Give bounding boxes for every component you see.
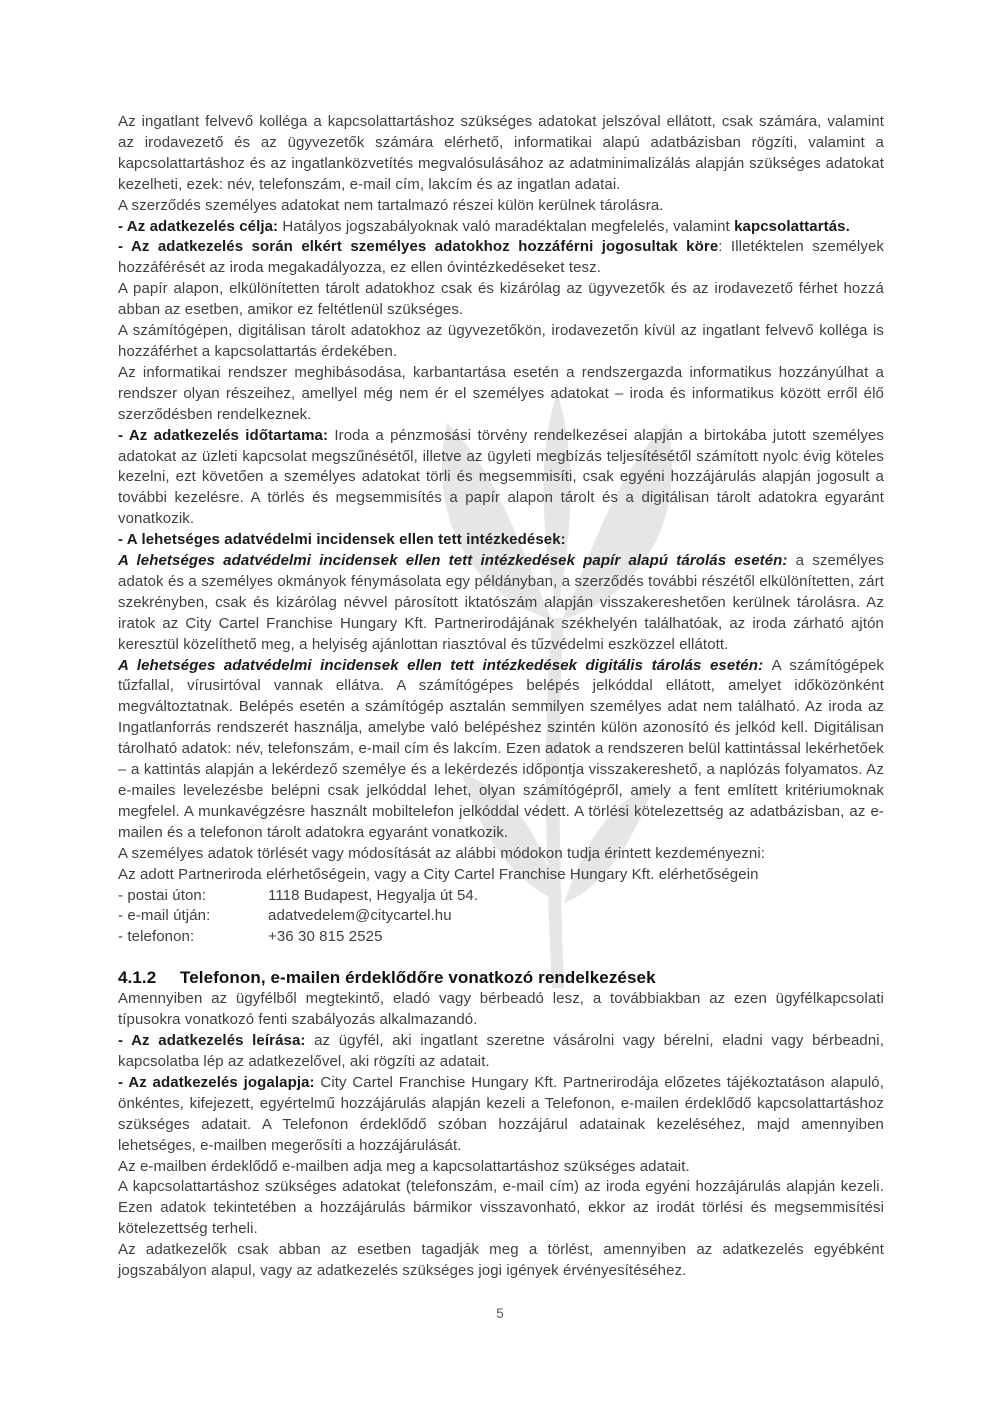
text-run: : Illetéktelen személyek hozzáférését az iroda megakadályozza, ez ellen óvintézkedéseket tesz. [118, 238, 884, 277]
paragraph [118, 1157, 884, 1178]
contact-label: - telefonon: [118, 928, 195, 946]
text-run: - Az adatkezelés időtartama: [118, 426, 335, 444]
paragraph [118, 530, 884, 551]
text-run: - Az adatkezelés során elkért személyes adatokhoz hozzáférni jogosultak köre [118, 238, 719, 256]
contact-row [118, 886, 884, 907]
paragraph [118, 426, 884, 531]
text-run: Az ingatlant felvevő kolléga a kapcsolattartáshoz szükséges adatokat jelszóval ellátott, csak számára, valamint az irodavezető és az ügyvezetők számára elérhető, informatikai alapú adatbázisban rögzíti, valamint a kapcsolattartáshoz és az ingatlanközvetítés megvalósulásához az adatminimalizálás alapján szükséges adatokat kezelheti, ezek: név, telefonszám, e-mail cím, lakcím és az ingatlan adatai. [118, 113, 884, 193]
text-run: Hatályos jogszabályoknak való maradéktalan megfelelés, valamint [282, 217, 735, 235]
paragraph [118, 656, 884, 844]
text-run: A személyes adatok törlését vagy módosítását az alábbi módokon tudja érintett kezdeményezni: [118, 844, 766, 862]
paragraph [118, 551, 884, 656]
document-body [118, 112, 884, 1282]
contact-label: - postai úton: [118, 886, 207, 904]
text-run: A számítógépen, digitálisan tárolt adatokhoz az ügyvezetőkön, irodavezetőn kívül az ingatlant felvevő kolléga is hozzáférhet a kapcsolattartás érdekében. [118, 322, 884, 360]
paragraph [118, 1240, 884, 1282]
contact-value: +36 30 815 2525 [268, 928, 383, 946]
contact-row [118, 906, 884, 927]
paragraph [118, 844, 884, 865]
text-run: Az informatikai rendszer meghibásodása, karbantartása esetén a rendszergazda informatikus hozzányúlhat a rendszer olyan részeihez, amellyel még nem ér el személyes adatokat – iroda és informatikus között erről élő szerződésben rendelkeznek. [118, 363, 884, 423]
text-run: A szerződés személyes adatokat nem tartalmazó részei külön kerülnek tárolásra. [118, 196, 664, 214]
paragraph [118, 1177, 884, 1240]
paragraph [118, 865, 884, 886]
section-heading [118, 967, 884, 989]
text-run: A számítógépek tűzfallal, vírusirtóval vannak ellátva. A számítógépes belépés jelkóddal ellátott, amelyet időközönként megváltoztatnak. Belépés esetén a számítógép asztalán semmilyen személyes adat nem található. Az iroda az Ingatlanforrás rendszerét használja, amelybe való belépéshez szintén külön azonosító és jelkód kell. Digitálisan tárolható adatok: név, telefonszám, e-mail cím és lakcím. Ezen adatok a rendszeren belül kattintással lekérhetőek – a kattintás alapján a lekérdező személye és a lekérdezés időpontja visszakereshető, a naplózás folyamatos. Az e-mailes levelezésbe belépni csak jelkóddal lehet, olyan számítógépről, amely a fent említett kritériumoknak megfelel. A munkavégzésre használt mobiltelefon jelkóddal védett. A törlési kötelezettség az adatbázisban, az e-mailen és a telefonon tárolt adatokra egyaránt vonatkozik. [118, 656, 884, 841]
text-run: A lehetséges adatvédelmi incidensek ellen tett intézkedések digitális tárolás esetén: [118, 656, 772, 674]
text-run: Az e-mailben érdeklődő e-mailben adja meg a kapcsolattartáshoz szükséges adatait. [118, 1157, 690, 1175]
paragraph [118, 321, 884, 363]
text-run: A kapcsolattartáshoz szükséges adatokat (telefonszám, e-mail cím) az iroda egyéni hozzájárulás alapján kezeli. Ezen adatok tekintetében a hozzájárulás bármikor visszavonható, ekkor az irodát törlési és megsemmisítési kötelezettség terheli. [118, 1178, 884, 1238]
contact-value: 1118 Budapest, Hegyalja út 54. [268, 886, 479, 904]
text-run: Amennyiben az ügyfélből megtekintő, eladó vagy bérbeadó lesz, a továbbiakban az ezen ügyfélkapcsolati típusokra vonatkozó fenti szabályozás alkalmazandó. [118, 990, 884, 1029]
text-run: A papír alapon, elkülönítetten tárolt adatokhoz csak és kizárólag az ügyvezetők és az irodavezető férhet hozzá abban az esetben, amikor ez feltétlenül szükséges. [118, 280, 884, 319]
text-run: A lehetséges adatvédelmi incidensek ellen tett intézkedések papír alapú tárolás esetén: [118, 552, 796, 570]
paragraph [118, 279, 884, 321]
section-number: 4.1.2 [118, 968, 157, 988]
text-run: Az adott Partneriroda elérhetőségein, vagy a City Cartel Franchise Hungary Kft. elérhetőségein [118, 865, 759, 883]
text-run: kapcsolattartás. [734, 217, 850, 235]
page-number: 5 [496, 1306, 504, 1321]
paragraph [118, 112, 884, 196]
paragraph [118, 1031, 884, 1073]
contact-row [118, 927, 884, 948]
section-title: Telefonon, e-mailen érdeklődőre vonatkozó rendelkezések [180, 968, 656, 988]
paragraph [118, 196, 884, 217]
text-run: City Cartel Franchise Hungary Kft. Partnerirodája előzetes tájékoztatáson alapuló, önkéntes, kifejezett, egyértelmű hozzájárulás alapján kezeli a Telefonon, e-mailen érdeklődő kapcsolattartáshoz szükséges adatait. A Telefonon érdeklődő szóban hozzájárul adatainak kezeléséhez, majd amennyiben lehetséges, e-mailben megerősíti a hozzájárulását. [118, 1073, 885, 1154]
text-run: - A lehetséges adatvédelmi incidensek ellen tett intézkedések: [118, 531, 566, 549]
paragraph [118, 217, 884, 238]
paragraph [118, 1073, 884, 1157]
text-run: Az adatkezelők csak abban az esetben tagadják meg a törlést, amennyiben az adatkezelés egyébként jogszabályon alapul, vagy az adatkezelés szükséges jogi igények érvényesítéséhez. [118, 1241, 884, 1280]
text-run: a személyes adatok és a személyes okmányok fénymásolata egy példányban, a szerződés további részétől elkülönítetten, zárt szekrényben, csak és kizárólag névvel párosított iktatószám alapján visszakereshetően kerülnek tárolásra. Az iratok az City Cartel Franchise Hungary Kft. Partnerirodájának székhelyén találhatóak, az iroda zárható ajtón keresztül közelíthető meg, a helyiség ajánlottan riasztóval és tűzvédelmi eszközzel ellátott. [118, 552, 885, 653]
paragraph [118, 989, 884, 1031]
contact-value: adatvedelem@citycartel.hu [268, 907, 452, 925]
text-run: - Az adatkezelés jogalapja: [118, 1073, 321, 1091]
text-run: - Az adatkezelés leírása: [118, 1032, 315, 1050]
text-run: Iroda a pénzmosási törvény rendelkezései alapján a birtokába jutott személyes adatokat az üzleti kapcsolat megszűnésétől, illetve az ügyleti megbízás teljesítésétől számított nyolc évig köteles kezelni, ezt követően a személyes adatokat törli és megsemmisíti, csak egyéni hozzájárulás alapján jogosult a további kezelésre. A törlés és megsemmisítés a papír alapon tárolt és a digitálisan tárolt adatokra egyaránt vonatkozik. [118, 426, 884, 528]
paragraph [118, 363, 884, 426]
text-run: - Az adatkezelés célja: [118, 217, 283, 235]
contact-label: - e-mail útján: [118, 907, 211, 925]
paragraph [118, 237, 884, 279]
text-run: az ügyfél, aki ingatlant szeretne vásárolni vagy bérelni, eladni vagy bérbeadni, kapcsolatba lép az adatkezelővel, aki rögzíti az adatait. [118, 1032, 884, 1070]
